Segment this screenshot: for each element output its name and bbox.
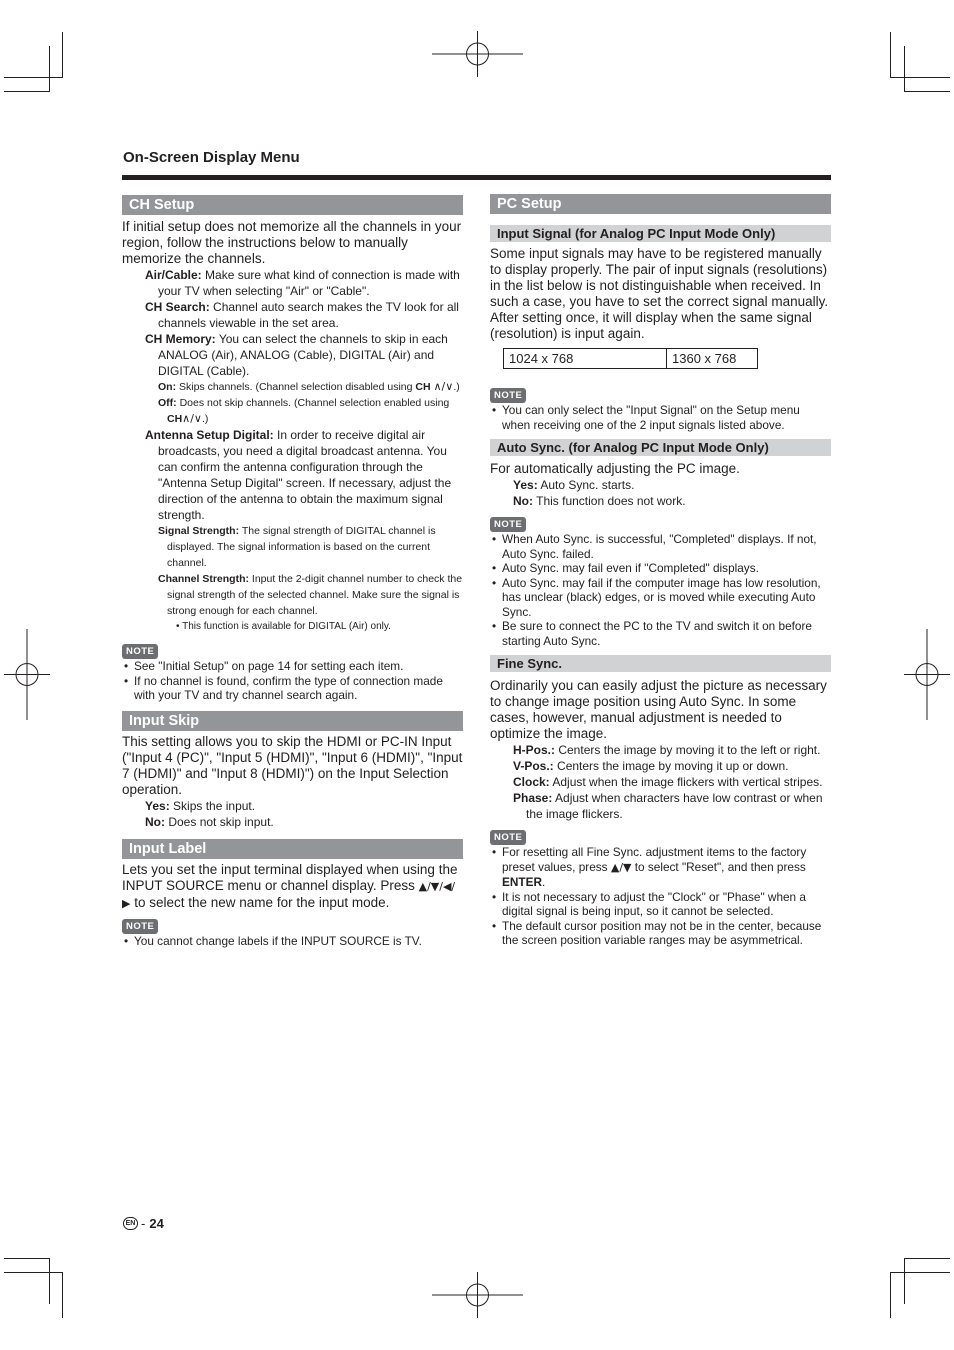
pc-setup-heading: PC Setup [490, 194, 831, 214]
fine-sync-heading: Fine Sync. [490, 655, 831, 672]
crop-mark [4, 1272, 63, 1273]
input-label-heading: Input Label [122, 839, 463, 859]
registration-mark [4, 629, 50, 720]
item-text: Adjust when characters have low contrast or when the image flickers. [526, 791, 823, 821]
channel-strength-item [122, 571, 463, 619]
item-text: Auto Sync. starts. [540, 478, 635, 492]
note-badge: NOTE [490, 830, 526, 845]
right-column [490, 194, 831, 948]
input-label-notes [122, 934, 463, 949]
ch-memory-off [122, 395, 463, 427]
sub-text: Does not skip channels. (Channel selection enabled using [179, 397, 450, 409]
item-text: Centers the image by moving it to the left or right. [558, 743, 821, 757]
crop-mark [62, 32, 63, 78]
input-skip-no [122, 814, 463, 830]
note-item: • Auto Sync. may fail if the computer image has low resolution, has unclear (black) edges, or is moved while executing Auto Sync. [490, 576, 831, 620]
sub-text: Input the 2-digit channel number to check the signal strength of the selected channel. Make sure the signal is strong enough for each channel. [167, 573, 463, 617]
item-label: Phase: [513, 791, 553, 805]
sub-label: Off: [158, 397, 177, 409]
note-item [490, 845, 831, 890]
sub-label: Channel Strength: [158, 573, 249, 585]
crop-mark [4, 91, 50, 92]
item-label: CH Search: [145, 300, 210, 314]
hpos-item [490, 742, 831, 758]
item-text: Adjust when the image flickers with vertical stripes. [552, 775, 823, 789]
intro-text: to select the new name for the input mode. [134, 894, 390, 910]
auto-sync-intro: For automatically adjusting the PC image. [490, 461, 740, 476]
crop-mark [890, 32, 891, 78]
item-label: CH Memory: [145, 332, 216, 346]
phase-item [490, 790, 831, 822]
registration-mark [432, 31, 523, 77]
input-label-intro [122, 862, 463, 912]
signal-strength-item [122, 523, 463, 571]
input-signal-intro: Some input signals may have to be registered manually to display properly. The pair of input signals (resolutions) in the list below is not distinguishable when received. In such a case, you have to set the correct signal manually. After setting once, it will display when the same signal (resolution) is input again. [490, 246, 829, 341]
item-text: In order to receive digital air broadcasts, you need a digital broadcast antenna. You can confirm the antenna configuration through the "Antenna Setup Digital" screen. If necessary, adjust the direction of the antenna to obtain the maximum signal strength. [158, 428, 452, 522]
left-column [122, 195, 463, 948]
up-down-arrows-icon: ▲/▼ [610, 860, 632, 874]
item-text: Make sure what kind of connection is made with your TV when selecting "Air" or "Cable". [158, 268, 460, 298]
auto-sync-heading: Auto Sync. (for Analog PC Input Mode Only) [490, 439, 831, 456]
note-item: • See "Initial Setup" on page 14 for setting each item. [122, 659, 463, 674]
note-badge: NOTE [122, 644, 158, 659]
note-text: . [541, 875, 546, 889]
crop-mark [904, 1258, 905, 1304]
crop-mark [890, 1272, 950, 1273]
resolution-table [503, 348, 758, 369]
item-text: Centers the image by moving it up or down. [557, 759, 789, 773]
sub-text: Skips channels. (Channel selection disabled using [179, 381, 413, 393]
note-badge: NOTE [122, 919, 158, 934]
note-text: to select "Reset", and then press [634, 859, 806, 874]
item-label: Air/Cable: [145, 268, 202, 282]
note-item: • You can only select the "Input Signal" on the Setup menu when receiving one of the 2 input signals listed above. [490, 403, 831, 432]
resolution-cell: 1360 x 768 [667, 349, 758, 369]
note-item: • You cannot change labels if the INPUT SOURCE is TV. [122, 934, 463, 949]
crop-mark [49, 1258, 50, 1304]
sub-close: .) [453, 381, 460, 393]
item-text: Skips the input. [173, 798, 256, 813]
language-icon: EN [123, 1217, 138, 1230]
fine-sync-intro: Ordinarily you can easily adjust the picture as necessary to change image position using Auto Sync. In some cases, however, manual adjustment is needed to optimize the image. [490, 678, 827, 741]
crop-mark [904, 1258, 950, 1259]
registration-mark [432, 1272, 523, 1318]
arrow-keys-icon: ▲/▼/◀/▶ [122, 879, 456, 910]
ch-memory-item [122, 331, 463, 379]
ch-setup-notes [122, 659, 463, 703]
auto-sync-yes [490, 477, 831, 493]
enter-key-label: ENTER [502, 875, 542, 889]
up-down-icon: ∧/∨ [182, 412, 202, 425]
intro-text: Lets you set the input terminal displayed when using the INPUT SOURCE menu or channel display. Press [122, 861, 458, 893]
note-item: • Be sure to connect the PC to the TV and switch it on before starting Auto Sync. [490, 619, 831, 648]
item-label: Antenna Setup Digital: [145, 428, 274, 442]
note-badge: NOTE [490, 517, 526, 532]
item-label: No: [513, 494, 533, 508]
digital-only-bullet: • This function is available for DIGITAL (Air) only. [176, 621, 391, 632]
antenna-setup-item [122, 427, 463, 523]
note-text: For resetting all Fine Sync. adjustment items to the factory preset values, press [502, 845, 807, 874]
crop-mark [890, 1272, 891, 1318]
note-badge: NOTE [490, 388, 526, 403]
sub-text: The signal strength of DIGITAL channel is displayed. The signal information is based on the current channel. [167, 525, 436, 569]
crop-mark [904, 46, 905, 92]
vpos-item [490, 758, 831, 774]
clock-item [490, 774, 831, 790]
crop-mark [49, 46, 50, 92]
sub-label: On: [158, 381, 177, 393]
crop-mark [890, 77, 950, 78]
note-item: • If no channel is found, confirm the type of connection made with your TV and try channel search again. [122, 674, 463, 703]
item-text: You can select the channels to skip in each ANALOG (Air), ANALOG (Cable), DIGITAL (Air) and DIGITAL (Cable). [158, 332, 448, 378]
auto-sync-notes [490, 532, 831, 648]
table-row [504, 349, 758, 369]
crop-mark [4, 1258, 50, 1259]
sub-close: .) [201, 413, 209, 425]
crop-mark [904, 91, 950, 92]
page-number: 24 [149, 1216, 164, 1231]
ch-key-label: CH [167, 413, 183, 425]
item-label: Clock: [513, 775, 550, 789]
item-label: No: [145, 814, 165, 829]
crop-mark [4, 77, 63, 78]
item-label: Yes: [513, 478, 538, 492]
resolution-cell: 1024 x 768 [504, 349, 667, 369]
note-item: • Auto Sync. may fail even if "Completed" displays. [490, 561, 831, 576]
registration-mark [904, 629, 950, 720]
crop-mark [62, 1272, 63, 1318]
item-text: This function does not work. [536, 494, 686, 508]
input-skip-yes [122, 798, 463, 814]
item-label: V-Pos.: [513, 759, 554, 773]
input-signal-notes [490, 403, 831, 432]
ch-setup-heading: CH Setup [122, 195, 463, 215]
note-item: • The default cursor position may not be in the center, because the screen position variable ranges may be asymmetrical. [490, 919, 831, 948]
ch-search-item [122, 299, 463, 331]
item-label: H-Pos.: [513, 743, 555, 757]
fine-sync-notes [490, 845, 831, 948]
up-down-icon: ∧/∨ [433, 380, 454, 393]
auto-sync-no [490, 493, 831, 509]
input-skip-intro: This setting allows you to skip the HDMI or PC-IN Input ("Input 4 (PC)", "Input 5 (HDMI)", "Input 6 (HDMI)", "Input 7 (HDMI)" and "Input 8 (HDMI)") on the Input Selection operation. [122, 733, 463, 797]
input-signal-heading: Input Signal (for Analog PC Input Mode Only) [490, 225, 831, 242]
item-text: Channel auto search makes the TV look for all channels viewable in the set area. [158, 300, 459, 330]
bullet-text: This function is available for DIGITAL (Air) only. [182, 621, 391, 632]
note-item: • When Auto Sync. is successful, "Completed" displays. If not, Auto Sync. failed. [490, 532, 831, 561]
note-item: • It is not necessary to adjust the "Clock" or "Phase" when a digital signal is being input, so it cannot be selected. [490, 890, 831, 919]
heading-rule [122, 175, 831, 180]
page-title: On-Screen Display Menu [123, 149, 300, 166]
item-label: Yes: [145, 798, 170, 813]
ch-memory-on [122, 379, 463, 395]
page-footer [123, 1216, 164, 1231]
sub-label: Signal Strength: [158, 525, 240, 537]
ch-setup-intro: If initial setup does not memorize all the channels in your region, follow the instructions below to manually memorize the channels. [122, 219, 462, 266]
ch-key-label: CH [415, 381, 431, 393]
footer-separator: - [141, 1216, 146, 1231]
item-text: Does not skip input. [168, 814, 274, 829]
air-cable-item [122, 267, 463, 299]
input-skip-heading: Input Skip [122, 711, 463, 731]
